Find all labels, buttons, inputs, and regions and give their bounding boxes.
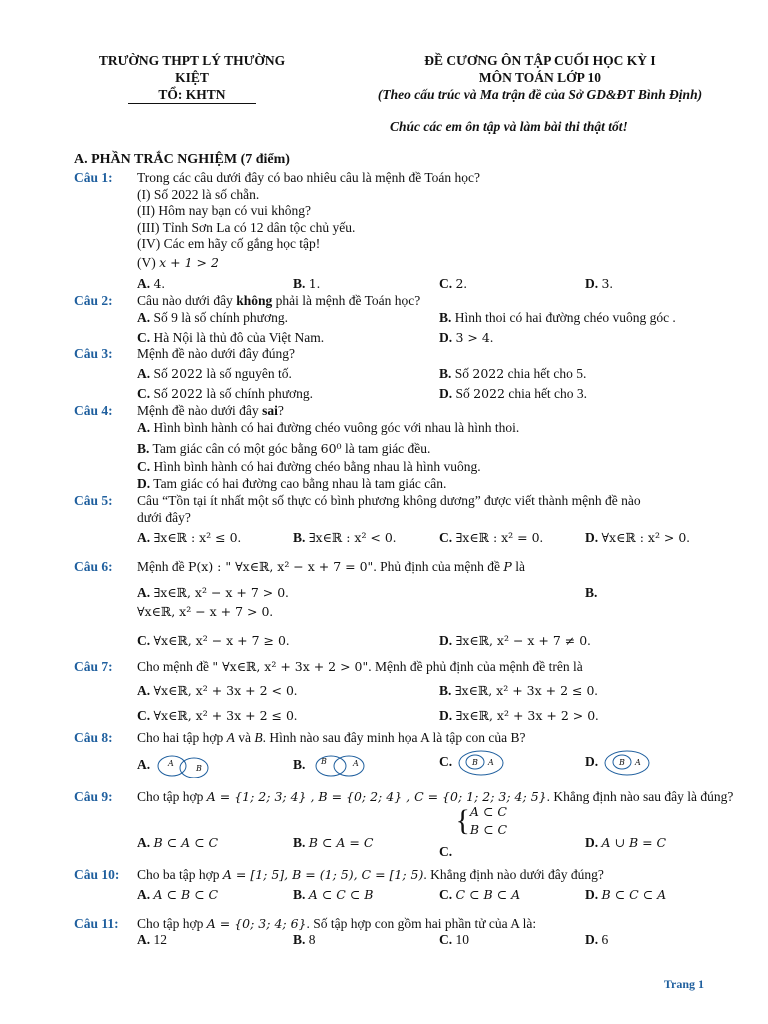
answer-text: Số <box>455 386 470 401</box>
answer-c[interactable] <box>439 887 520 904</box>
wish-text: Chúc các em ôn tập và làm bài thi thật tốt! <box>390 119 628 134</box>
answer-number: 2022 <box>171 386 203 401</box>
exam-subtitle: (Theo cấu trúc và Ma trận đề của Sở GD&ĐT Bình Định) <box>377 87 703 102</box>
venn-label-a: A <box>487 758 494 767</box>
answer-letter: B. <box>293 887 306 902</box>
venn-separate-icon <box>154 754 214 778</box>
answer-b[interactable]: B. ∃x∈ℝ : x² < 0. <box>293 530 397 545</box>
answer-letter: C. <box>439 887 453 902</box>
answer-letter: B. <box>293 530 306 545</box>
answer-c[interactable]: C. ∀x∈ℝ, x² + 3x + 2 ≤ 0. <box>137 708 298 723</box>
stem-math: P(x) : " ∀x∈ℝ, x² − x + 7 = 0" <box>188 559 374 574</box>
answer-text: 1 <box>308 276 317 291</box>
question-label: Câu 5: <box>74 493 113 508</box>
answer-text: Hình bình hành có hai đường chéo vuông góc với nhau là hình thoi. <box>153 420 520 435</box>
stem-math: A = {1; 2; 3; 4} , B = {0; 2; 4} , C = {0; 1; 2; 3; 4; 5} <box>206 789 547 804</box>
answer-letter: A. <box>137 420 151 435</box>
question-label: Câu 6: <box>74 559 113 574</box>
system-brace: { <box>455 804 470 837</box>
answer-c[interactable]: C. 2. <box>439 276 467 291</box>
answer-letter: C. <box>137 459 151 474</box>
answer-a[interactable] <box>137 310 288 327</box>
answer-c[interactable]: C. ∃x∈ℝ : x² = 0. <box>439 530 543 545</box>
statement-2: (II) Hôm nay bạn có vui không? <box>137 203 311 218</box>
answer-text: Số <box>454 366 470 381</box>
venn-label-a: A <box>352 759 359 768</box>
answer-math: ∃x∈ℝ, x² − x + 7 > 0 <box>153 585 286 600</box>
answer-text: chia hết cho 3. <box>508 386 588 401</box>
venn-a-in-b-icon <box>602 750 652 776</box>
answer-d[interactable]: D. ∃x∈ℝ, x² + 3x + 2 > 0. <box>439 708 599 723</box>
answer-letter: B. <box>137 441 150 456</box>
department: TỔ: KHTN <box>128 86 256 104</box>
question-stem <box>137 403 737 420</box>
answer-letter: C. <box>137 708 151 723</box>
answer-letter: A. <box>137 683 151 698</box>
stem-math: B <box>254 730 263 745</box>
answer-d[interactable] <box>439 386 587 403</box>
answer-b-letter[interactable] <box>585 585 597 602</box>
stem-text: Cho ba tập hợp <box>137 867 220 882</box>
answer-d[interactable] <box>585 887 666 904</box>
stem-emphasis: không <box>236 293 273 308</box>
answer-c[interactable] <box>137 330 324 347</box>
stem-text: phải là mệnh đề Toán học? <box>272 293 421 308</box>
answer-a[interactable] <box>137 754 214 778</box>
answer-number: 2022 <box>472 366 505 381</box>
statement-1: (I) Số 2022 là số chẵn. <box>137 186 260 202</box>
answer-math: ∃x∈ℝ : x² < 0 <box>308 530 393 545</box>
answer-b[interactable] <box>293 932 316 949</box>
answer-b[interactable] <box>293 835 373 852</box>
school-name-line2: KIỆT <box>175 70 209 85</box>
venn-label-b: B <box>471 758 478 767</box>
venn-b-in-a-icon <box>456 750 506 776</box>
answer-number: 2022 <box>171 366 203 381</box>
answer-text: Số 9 là số chính phương. <box>153 309 288 325</box>
answer-letter: C. <box>439 754 453 770</box>
venn-label-a: A <box>634 758 641 767</box>
answer-a[interactable]: A. ∃x∈ℝ, x² − x + 7 > 0. <box>137 585 289 600</box>
answer-b[interactable]: B. 1. <box>293 276 321 291</box>
answer-letter: B. <box>293 276 306 291</box>
question-label: Câu 3: <box>74 346 113 361</box>
answer-letter: B. <box>293 757 306 773</box>
stem-text: và <box>238 730 252 745</box>
stem-text: là <box>515 559 525 574</box>
answer-c[interactable] <box>439 932 469 949</box>
answer-letter: A. <box>137 585 151 600</box>
answer-letter: D. <box>137 476 151 491</box>
answer-math: A ⊂ C <box>469 804 507 819</box>
answer-text: 3 <box>601 276 610 291</box>
stem-math: P <box>503 559 512 574</box>
question-label: Câu 7: <box>74 659 113 674</box>
answer-math: ∃x∈ℝ : x² = 0 <box>455 530 540 545</box>
answer-d[interactable]: D. ∃x∈ℝ, x² − x + 7 ≠ 0. <box>439 633 591 648</box>
stem-math: " ∀x∈ℝ, x² + 3x + 2 > 0" <box>212 659 369 674</box>
question-label: Câu 10: <box>74 867 120 882</box>
question-label: Câu 11: <box>74 916 119 931</box>
question-label: Câu 8: <box>74 730 113 745</box>
answer-b[interactable] <box>439 310 676 327</box>
answer-a[interactable] <box>137 420 519 437</box>
answer-text: 10 <box>455 932 469 947</box>
answer-math: ∃x∈ℝ, x² + 3x + 2 > 0 <box>455 708 596 723</box>
answer-letter: D. <box>585 932 599 947</box>
question-stem <box>137 867 737 884</box>
question-stem <box>137 730 737 747</box>
answer-math: B ⊂ C ⊂ A <box>601 887 667 902</box>
answer-letter: B. <box>585 585 598 600</box>
stem-text: . Khẳng định nào sau đây là đúng? <box>546 789 734 804</box>
answer-letter: C. <box>439 844 453 860</box>
answer-b[interactable] <box>293 754 369 778</box>
stem-text: Cho tập hợp <box>137 789 204 804</box>
answer-letter: C. <box>137 633 151 648</box>
answer-text: 8 <box>308 932 316 947</box>
answer-a[interactable]: A. ∃x∈ℝ : x² ≤ 0. <box>137 530 241 545</box>
answer-letter: C. <box>439 932 453 947</box>
stem-text: Cho hai tập hợp <box>137 730 224 745</box>
question-stem: Câu “Tồn tại ít nhất một số thực có bình phương không dương” được viết thành mệnh đề nào <box>137 493 641 508</box>
answer-math: ∀x∈ℝ : x² > 0 <box>601 530 687 545</box>
answer-letter: D. <box>585 835 599 850</box>
answer-number: 2022 <box>473 386 505 401</box>
subject-title: MÔN TOÁN LỚP 10 <box>478 70 602 85</box>
answer-math: ∀x∈ℝ, x² + 3x + 2 < 0 <box>153 683 294 698</box>
stem-math: A = [1; 5], B = (1; 5), C = [1; 5) <box>222 867 424 882</box>
answer-text: 6 <box>601 932 609 947</box>
answer-letter: D. <box>585 276 599 291</box>
answer-a[interactable]: A. ∀x∈ℝ, x² + 3x + 2 < 0. <box>137 683 298 698</box>
answer-letter: D. <box>585 887 599 902</box>
stem-text: Mệnh đề nào dưới đây <box>137 403 263 418</box>
answer-d[interactable] <box>585 750 652 776</box>
answer-text: Tam giác cân có một góc bằng <box>152 441 318 456</box>
question-stem-cont: dưới đây? <box>137 510 191 525</box>
answer-text: là số nguyên tố. <box>206 366 292 381</box>
answer-letter: C. <box>439 276 453 291</box>
answer-a[interactable] <box>137 835 218 852</box>
answer-letter: D. <box>439 633 453 648</box>
answer-math: ∃x∈ℝ : x² ≤ 0 <box>153 530 238 545</box>
answer-letter: C. <box>137 386 151 401</box>
answer-text: Hà Nội là thủ đô của Việt Nam. <box>153 330 325 345</box>
answer-b[interactable]: ∀x∈ℝ, x² − x + 7 > 0. <box>137 604 273 619</box>
answer-letter: B. <box>293 835 306 850</box>
statement-5-label: (V) <box>137 255 156 270</box>
answer-math: A ⊂ C ⊂ B <box>308 887 374 902</box>
answer-text: Số <box>153 386 168 401</box>
answer-c[interactable] <box>137 459 481 476</box>
venn-label-a: A <box>167 759 174 768</box>
answer-math: B ⊂ A ⊂ C <box>153 835 219 850</box>
answer-b[interactable] <box>439 366 586 383</box>
answer-letter: A. <box>137 757 151 773</box>
answer-letter: A. <box>137 530 151 545</box>
answer-b[interactable] <box>293 887 373 904</box>
answer-a[interactable] <box>137 932 167 949</box>
answer-c[interactable] <box>137 386 313 403</box>
answer-d[interactable]: D. ∀x∈ℝ : x² > 0. <box>585 530 690 545</box>
answer-c[interactable]: C. ∀x∈ℝ, x² − x + 7 ≥ 0. <box>137 633 290 648</box>
answer-letter: A. <box>137 276 151 291</box>
answer-c[interactable] <box>439 803 508 860</box>
question-stem <box>137 916 737 933</box>
answer-d[interactable]: D. 3 > 4. <box>439 330 494 345</box>
question-stem <box>137 559 737 576</box>
question-stem: Trong các câu dưới đây có bao nhiêu câu là mệnh đề Toán học? <box>137 170 481 185</box>
exam-header <box>330 52 750 103</box>
stem-text: . Khẳng định nào dưới đây đúng? <box>423 867 604 882</box>
answer-b[interactable]: B. ∃x∈ℝ, x² + 3x + 2 ≤ 0. <box>439 683 598 698</box>
answer-system <box>470 803 507 839</box>
stem-math: A <box>226 730 235 745</box>
answer-b[interactable] <box>137 441 430 458</box>
answer-letter: A. <box>137 835 151 850</box>
stem-text: . Phủ định của mệnh đề <box>373 559 501 574</box>
answer-math: A ∪ B = C <box>601 835 667 850</box>
stem-text: . Mệnh đề phủ định của mệnh đề trên là <box>368 659 583 674</box>
answer-text: 3 > 4 <box>455 330 490 345</box>
answer-d[interactable] <box>137 476 446 493</box>
answer-letter: A. <box>137 309 151 325</box>
answer-letter: D. <box>439 330 453 345</box>
answer-letter: A. <box>137 887 151 902</box>
question-stem <box>137 789 737 806</box>
answer-text: là tam giác đều. <box>344 441 431 456</box>
answer-letter: B. <box>439 309 452 325</box>
stem-text: Câu nào dưới đây <box>137 293 237 308</box>
answer-math: ∀x∈ℝ, x² + 3x + 2 ≤ 0 <box>153 708 294 723</box>
answer-text: 12 <box>153 932 167 947</box>
answer-math: C ⊂ B ⊂ A <box>455 887 521 902</box>
answer-letter: D. <box>585 530 599 545</box>
answer-letter: D. <box>439 386 453 401</box>
school-header <box>72 52 312 104</box>
answer-letter: D. <box>439 708 453 723</box>
answer-letter: B. <box>293 932 306 947</box>
answer-text: Số <box>153 366 168 381</box>
stem-text: Mệnh đề <box>137 559 185 574</box>
statement-5 <box>137 255 219 272</box>
answer-a[interactable] <box>137 887 218 904</box>
answer-text: Tam giác có hai đường cao bằng nhau là tam giác cân. <box>153 476 447 491</box>
stem-text: Cho tập hợp <box>137 916 204 931</box>
answer-math: 60⁰ <box>320 441 342 456</box>
answer-text: Hình bình hành có hai đường chéo bằng nhau là hình vuông. <box>153 459 481 474</box>
answer-letter: C. <box>137 330 151 345</box>
answer-math: ∃x∈ℝ, x² − x + 7 ≠ 0 <box>455 633 588 648</box>
answer-text: Hình thoi có hai đường chéo vuông góc . <box>454 309 676 325</box>
question-stem: Mệnh đề nào dưới đây đúng? <box>137 346 296 361</box>
answer-text: 2 <box>455 276 464 291</box>
venn-label-b: B <box>320 757 327 766</box>
question-label: Câu 9: <box>74 789 113 804</box>
answer-d[interactable] <box>585 932 608 949</box>
answer-letter: C. <box>439 530 453 545</box>
statement-4: (IV) Các em hãy cố gắng học tập! <box>137 236 321 251</box>
stem-text: . Số tập hợp con gồm hai phần tử của A là: <box>306 916 537 931</box>
answer-math: ∀x∈ℝ, x² − x + 7 > 0 <box>137 604 270 619</box>
question-label: Câu 4: <box>74 403 113 418</box>
answer-text: là số chính phương. <box>206 386 314 401</box>
stem-text: Cho mệnh đề <box>137 659 209 674</box>
answer-a[interactable] <box>137 366 292 383</box>
section-title: A. PHẦN TRẮC NGHIỆM (7 điểm) <box>74 152 290 167</box>
question-stem <box>137 293 737 310</box>
question-stem <box>137 659 737 676</box>
question-label: Câu 2: <box>74 293 113 308</box>
question-label: Câu 1: <box>74 170 113 185</box>
answer-math: ∃x∈ℝ, x² + 3x + 2 ≤ 0 <box>454 683 595 698</box>
statement-5-math: x + 1 > 2 <box>159 255 219 270</box>
stem-text: ? <box>277 403 284 418</box>
answer-letter: B. <box>439 366 452 381</box>
school-name-line1: TRƯỜNG THPT LÝ THƯỜNG <box>98 53 286 68</box>
answer-math: B ⊂ C <box>469 822 508 837</box>
venn-label-b: B <box>618 758 625 767</box>
stem-math: A = {0; 3; 4; 6} <box>206 916 307 931</box>
answer-letter: A. <box>137 932 151 947</box>
answer-letter: B. <box>439 683 452 698</box>
answer-a[interactable]: A. 4. <box>137 276 165 291</box>
answer-math: A ⊂ B ⊂ C <box>153 887 219 902</box>
answer-text: 4 <box>153 276 162 291</box>
answer-letter: D. <box>585 754 599 770</box>
venn-label-b: B <box>195 764 202 773</box>
venn-overlap-icon <box>309 754 369 778</box>
statement-3: (III) Tỉnh Sơn La có 12 dân tộc chủ yếu. <box>137 220 356 235</box>
answer-letter: A. <box>137 366 151 381</box>
answer-c[interactable] <box>439 750 506 776</box>
answer-text: chia hết cho 5. <box>507 366 587 381</box>
exam-title: ĐỀ CƯƠNG ÔN TẬP CUỐI HỌC KỲ I <box>424 53 656 68</box>
answer-math: ∀x∈ℝ, x² − x + 7 ≥ 0 <box>153 633 286 648</box>
stem-text: . Hình nào sau đây minh họa A là tập con của B? <box>262 730 526 745</box>
stem-emphasis: sai <box>262 403 278 418</box>
answer-math: B ⊂ A = C <box>308 835 374 850</box>
page-number: Trang 1 <box>663 977 704 991</box>
answer-d[interactable] <box>585 835 666 852</box>
answer-d[interactable]: D. 3. <box>585 276 613 291</box>
